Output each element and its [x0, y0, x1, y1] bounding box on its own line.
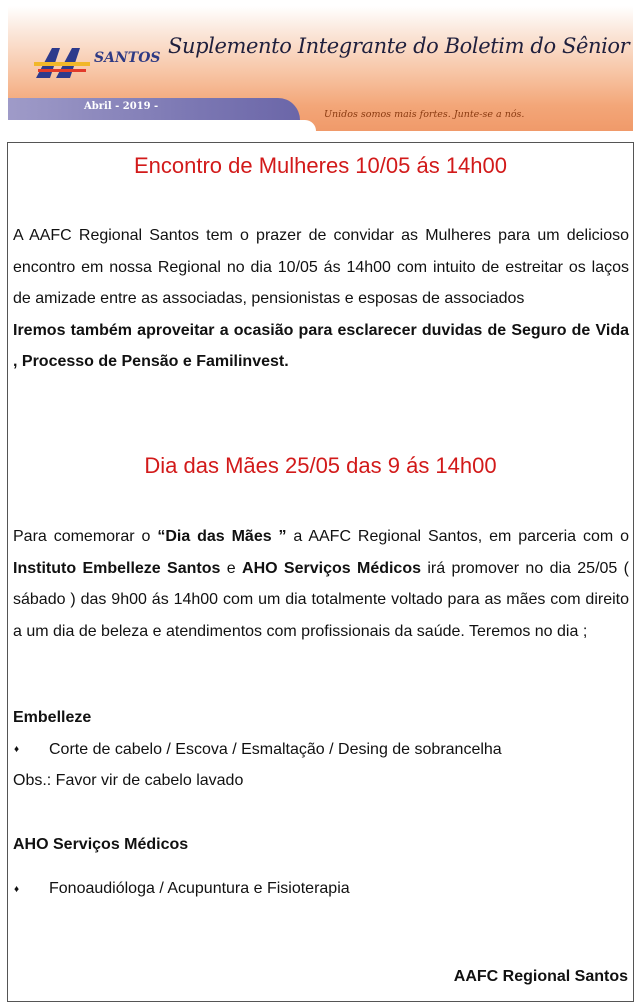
- aho-heading: AHO Serviços Médicos: [13, 836, 189, 853]
- embelleze-note: Obs.: Favor vir de cabelo lavado: [13, 772, 244, 789]
- section1-paragraph: A AAFC Regional Santos tem o prazer de convidar as Mulheres para um delicioso encontro em nossa Regional no dia 10/05 ás 14h00 com intuito de estreitar os laços de amizade entre as associadas, pensionistas e esposas de associados: [13, 227, 629, 307]
- header-title: Suplemento Integrante do Boletim do Sênior: [168, 34, 630, 58]
- issue-date: Abril - 2019 -: [84, 101, 159, 112]
- section1-title: Encontro de Mulheres 10/05 ás 14h00: [133, 153, 508, 178]
- dia-das-maes-quote: “Dia das Mães ”: [157, 528, 287, 545]
- section2-text-4: irá promover no dia 25/05 ( sábado ) das 9h00 ás 14h00 com um dia totalmente voltado para as mães com direito a um dia de beleza e atendimentos com profissionais da saúde. Teremos no dia ;: [13, 559, 630, 640]
- section2-text-3: e: [220, 559, 243, 577]
- bullet-icon: ♦: [14, 884, 20, 895]
- embelleze-heading: Embelleze: [13, 709, 92, 726]
- partner-aho: AHO Serviços Médicos: [242, 559, 422, 577]
- logo-text: SANTOS: [94, 50, 161, 66]
- embelleze-services: Corte de cabelo / Escova / Esmaltação / Desing de sobrancelha: [49, 741, 502, 758]
- section2-text-2: a AAFC Regional Santos, em parceria com o: [286, 528, 629, 545]
- partner-embelleze: Instituto Embelleze Santos: [13, 559, 221, 577]
- section1-bold-paragraph: Iremos também aproveitar a ocasião para esclarecer duvidas de Seguro de Vida , Processo de Pensão e Familinvest.: [13, 321, 629, 370]
- band-divider: [8, 120, 316, 131]
- section2-title: Dia das Mães 25/05 das 9 ás 14h00: [144, 453, 497, 478]
- section2-text-1: Para comemorar o: [13, 528, 158, 545]
- section2-paragraph: [13, 521, 629, 647]
- section2-body: [13, 521, 629, 647]
- bullet-icon: ♦: [14, 744, 20, 755]
- signature: AAFC Regional Santos: [453, 968, 628, 985]
- newsletter-header: [8, 6, 633, 131]
- content-box: [7, 142, 634, 1002]
- aafc-logo: [32, 44, 92, 82]
- section1-body: [13, 220, 629, 378]
- aho-services: Fonoaudióloga / Acupuntura e Fisioterapia: [49, 880, 350, 897]
- header-slogan: Unidos somos mais fortes. Junte-se a nós.: [324, 109, 525, 120]
